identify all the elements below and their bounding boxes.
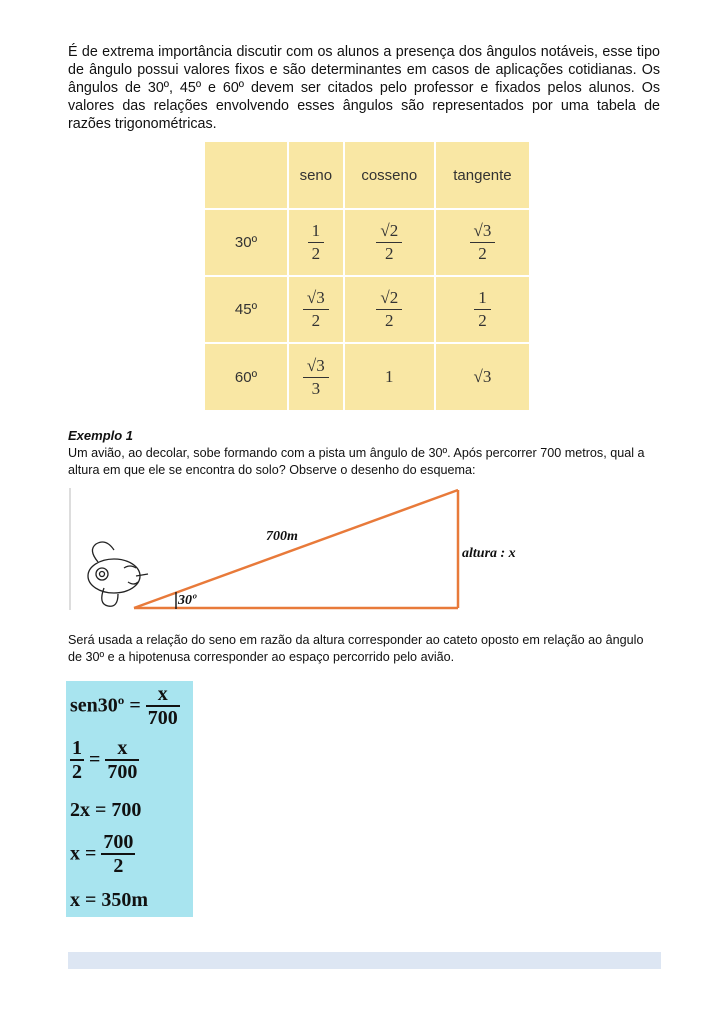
header-tangente: tangente	[435, 141, 530, 209]
eq1-den: 700	[147, 707, 178, 729]
sin-30-den: 2	[311, 244, 321, 263]
footer-bar	[68, 952, 661, 969]
tan-45	[435, 276, 530, 343]
equation-line-1	[70, 683, 180, 729]
hypotenuse-label: 700m	[266, 529, 298, 544]
cos-45-num: √2	[376, 288, 402, 310]
eq2-equals: =	[89, 748, 101, 771]
eq2-num: x	[105, 737, 139, 761]
cos-45	[344, 276, 435, 343]
table-corner-cell	[204, 141, 288, 209]
takeoff-scheme	[68, 482, 668, 617]
solution-box	[66, 681, 193, 917]
tan-30	[435, 209, 530, 276]
table-row-30	[204, 209, 530, 276]
sin-60-den: 3	[311, 378, 321, 398]
sin-45-num: √3	[303, 288, 329, 310]
eq1-left: sen30º =	[70, 694, 141, 717]
example-text: Um avião, ao decolar, sobe formando com a pista um ângulo de 30º. Após percorrer 700 metros, qual a altura em que ele se encontra do solo? Observe o desenho do esquema:	[68, 446, 645, 477]
example-title: Exemplo 1	[68, 428, 134, 443]
tan-30-num: √3	[470, 221, 496, 243]
tan-30-den: 2	[478, 244, 487, 263]
cos-30-den: 2	[385, 244, 394, 263]
hypotenuse-line	[134, 490, 458, 608]
equation-line-5: x = 350m	[70, 889, 149, 911]
sin-60	[288, 343, 344, 411]
sin-45	[288, 276, 344, 343]
sin-45-den: 2	[311, 311, 321, 330]
cos-30-num: √2	[376, 221, 402, 243]
sin-30-num: 1	[308, 221, 325, 243]
sin-30	[288, 209, 344, 276]
airplane-icon	[88, 542, 148, 606]
tan-45-den: 2	[478, 311, 487, 330]
table-row-60	[204, 343, 530, 411]
angle-30: 30º	[204, 209, 288, 276]
angle-45: 45º	[204, 276, 288, 343]
equation-line-2	[70, 737, 139, 783]
explanation-text: Será usada a relação do seno em razão da altura corresponder ao cateto oposto em relação ao ângulo de 30º e a hipotenusa corresponder ao espaço percorrido pelo avião.	[68, 633, 644, 664]
intro-paragraph: É de extrema importância discutir com os alunos a presença dos ângulos notáveis, esse tipo de ângulo possui valores fixos e são determinantes em casos de aplicações cotidianas. Os ângulos de 30º, 45º e 60º devem ser citados pelo professor e fixados pelos alunos. Os valores das relações envolvendo esses ângulos são representados por uma tabela de razões trigonométricas.	[68, 44, 660, 132]
angle-60: 60º	[204, 343, 288, 411]
eq4-den: 2	[113, 855, 124, 877]
eq4-num: 700	[103, 831, 134, 853]
height-label: altura : x	[462, 546, 516, 561]
tan-60	[435, 343, 530, 411]
eq2-left-den: 2	[72, 761, 82, 783]
cos-30	[344, 209, 435, 276]
angle-label: 30º	[178, 593, 197, 608]
eq2-den: 700	[107, 761, 138, 783]
header-seno: seno	[288, 141, 344, 209]
cos-45-den: 2	[385, 311, 394, 330]
tan-45-num: 1	[474, 288, 491, 310]
cos-60-value: 1	[385, 367, 394, 386]
tan-60-value: √3	[473, 367, 492, 386]
table-row-45	[204, 276, 530, 343]
eq4-left: x =	[70, 842, 97, 865]
header-cosseno: cosseno	[344, 141, 435, 209]
scheme-drawing	[68, 482, 668, 617]
triangle	[134, 490, 458, 608]
trig-ratio-table	[203, 140, 531, 412]
eq1-num: x	[146, 683, 180, 707]
table-header-row	[204, 141, 530, 209]
equation-line-3: 2x = 700	[70, 799, 142, 821]
sin-60-num: √3	[303, 356, 329, 378]
equation-line-4	[70, 831, 135, 877]
eq2-left-num: 1	[72, 737, 82, 759]
cos-60	[344, 343, 435, 411]
